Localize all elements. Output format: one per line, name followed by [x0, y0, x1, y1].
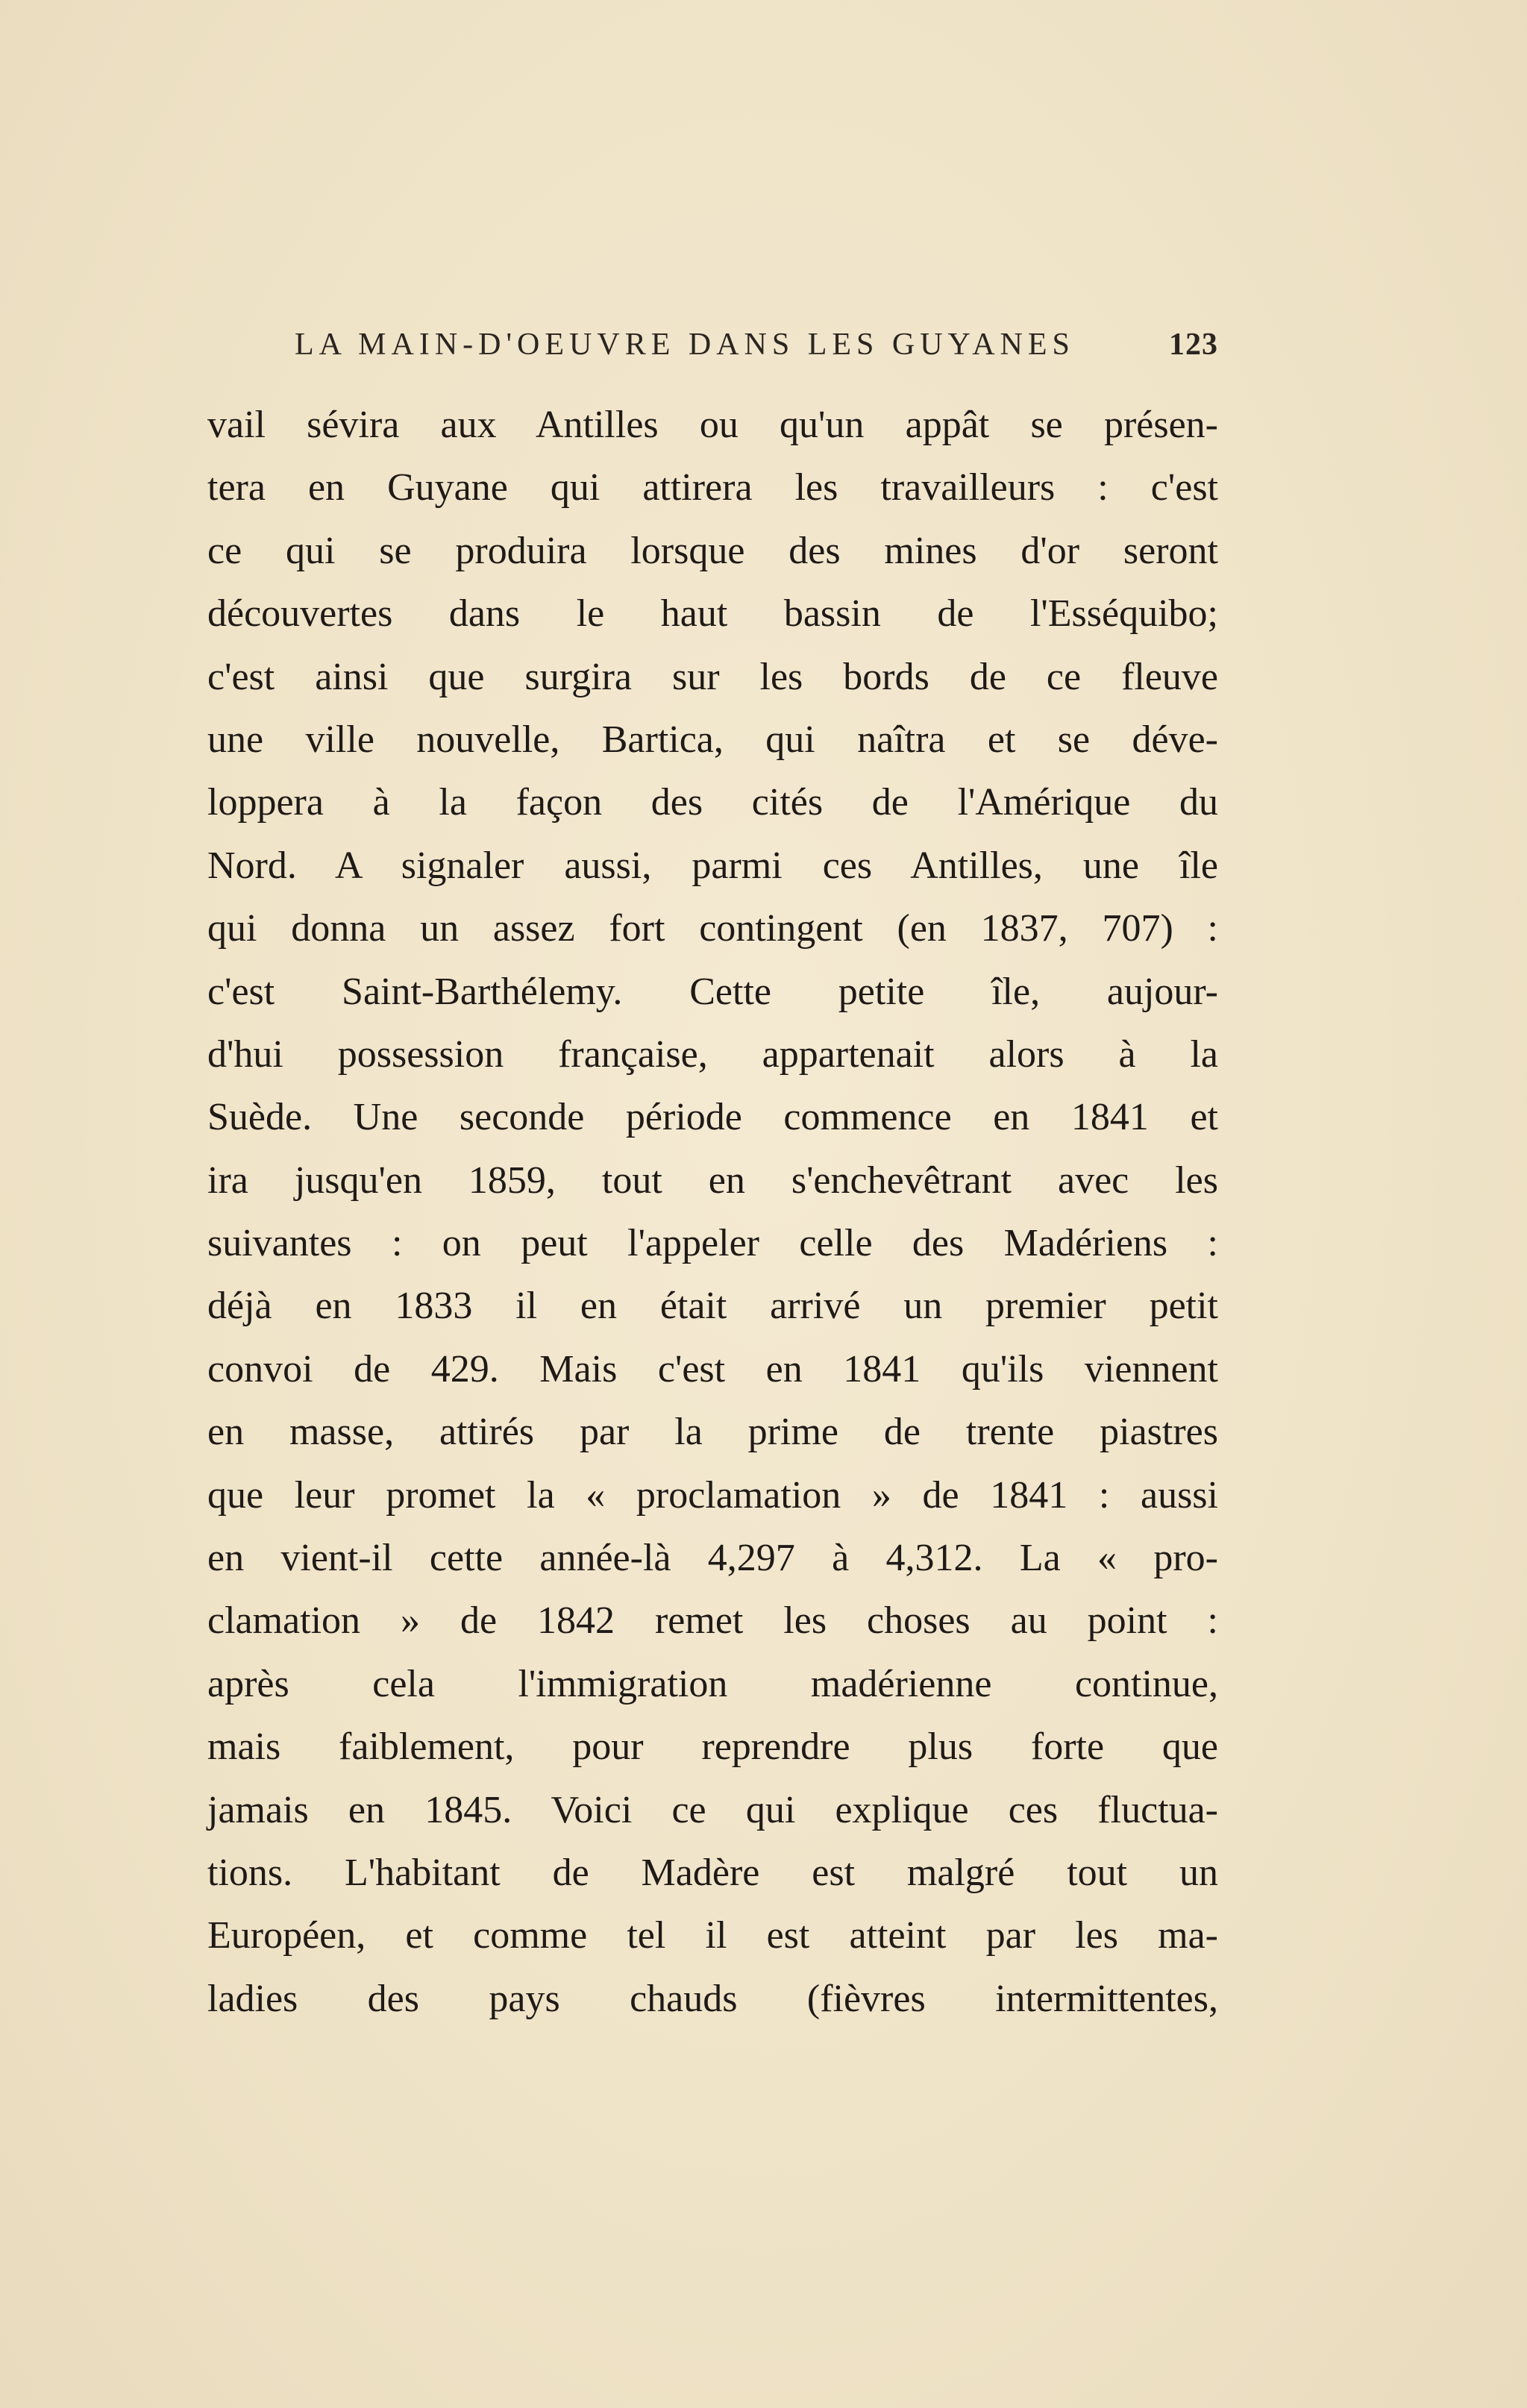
running-title: LA MAIN-D'OEUVRE DANS LES GUYANES [295, 327, 1075, 362]
text-line: tera en Guyane qui attirera les travailleurs : c'est [207, 466, 1218, 509]
text-line: Nord. A signaler aussi, parmi ces Antilles, une île [207, 844, 1218, 887]
text-line: jamais en 1845. Voici ce qui explique ces fluctua- [207, 1788, 1218, 1831]
text-line: qui donna un assez fort contingent (en 1837, 707) : [207, 907, 1218, 950]
text-line: Suède. Une seconde période commence en 1841 et [207, 1096, 1218, 1139]
text-line: en masse, attirés par la prime de trente piastres [207, 1411, 1218, 1454]
text-line: après cela l'immigration madérienne continue, [207, 1662, 1218, 1705]
text-line: ladies des pays chauds (fièvres intermittentes, [207, 1977, 1218, 2020]
text-line: Européen, et comme tel il est atteint par les ma- [207, 1914, 1218, 1957]
text-line: mais faiblement, pour reprendre plus forte que [207, 1725, 1218, 1769]
text-line: que leur promet la « proclamation » de 1841 : aussi [207, 1473, 1218, 1517]
text-line: c'est Saint-Barthélemy. Cette petite île, aujour- [207, 970, 1218, 1013]
page-number: 123 [1169, 327, 1218, 362]
text-line: convoi de 429. Mais c'est en 1841 qu'ils viennent [207, 1347, 1218, 1390]
text-line: tions. L'habitant de Madère est malgré tout un [207, 1851, 1218, 1894]
text-line: loppera à la façon des cités de l'Amérique du [207, 781, 1218, 824]
text-line: c'est ainsi que surgira sur les bords de ce fleuve [207, 655, 1218, 698]
text-line: découvertes dans le haut bassin de l'Esséquibo; [207, 592, 1218, 636]
text-line: vail sévira aux Antilles ou qu'un appât se présen- [207, 404, 1218, 446]
text-line: une ville nouvelle, Bartica, qui naîtra et se déve- [207, 718, 1218, 761]
text-line: en vient-il cette année-là 4,297 à 4,312. La « pro- [207, 1537, 1218, 1580]
running-head [295, 322, 1218, 367]
body-text [207, 394, 1218, 2031]
text-line: d'hui possession française, appartenait alors à la [207, 1032, 1218, 1076]
text-line: clamation » de 1842 remet les choses au point : [207, 1599, 1218, 1643]
text-line: suivantes : on peut l'appeler celle des Madériens : [207, 1222, 1218, 1265]
text-line: ce qui se produira lorsque des mines d'or seront [207, 529, 1218, 572]
text-line: déjà en 1833 il en était arrivé un premier petit [207, 1285, 1218, 1328]
text-line: ira jusqu'en 1859, tout en s'enchevêtrant avec les [207, 1158, 1218, 1202]
